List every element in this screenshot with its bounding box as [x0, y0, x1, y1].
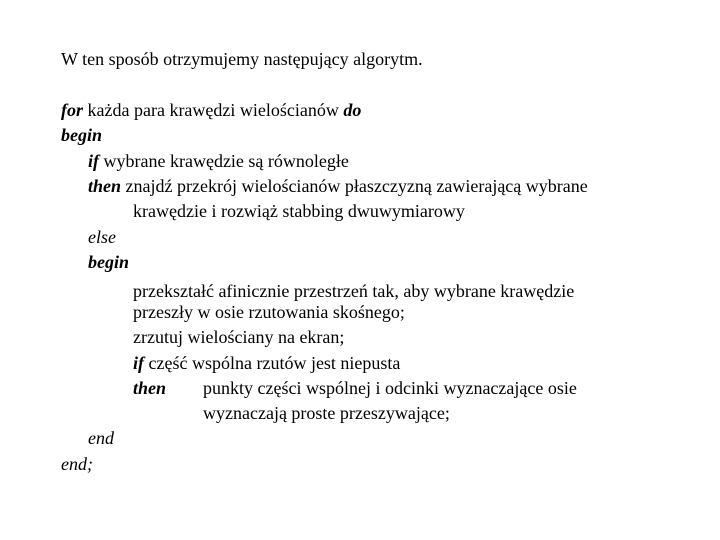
- intro-text: [61, 49, 423, 69]
- transform-step: przekształć afinicznie przestrzeń tak, aby wybrane krawędzie: [133, 281, 575, 301]
- algorithm-project-line: [133, 327, 344, 347]
- keyword-begin-inner: begin: [88, 252, 130, 272]
- algorithm-then-continuation: [133, 201, 465, 221]
- algorithm-begin-line: [61, 125, 102, 145]
- algorithm-begin-inner-line: [88, 252, 129, 272]
- algorithm-end-line: [61, 454, 93, 474]
- algorithm-then-inner-line: [133, 378, 166, 398]
- keyword-if: if: [88, 151, 99, 171]
- intro-sentence: W ten sposób otrzymujemy następujący algorytm.: [61, 49, 423, 69]
- for-condition: każda para krawędzi wielościanów: [83, 100, 344, 120]
- algorithm-then-line: [88, 176, 588, 196]
- then-inner-action-continued: wyznaczają proste przeszywające;: [203, 403, 450, 423]
- project-step: zrzutuj wielościany na ekran;: [133, 327, 345, 347]
- then-action: znajdź przekrój wielościanów płaszczyzną zawierającą wybrane: [121, 176, 588, 196]
- keyword-for: for: [61, 100, 83, 120]
- algorithm-transform-continuation: [133, 302, 405, 322]
- algorithm-then-inner-action: [203, 378, 577, 398]
- algorithm-if-line: [88, 151, 349, 171]
- algorithm-if-inner-line: [133, 353, 400, 373]
- algorithm-then-inner-continuation: [203, 403, 450, 423]
- if-condition: wybrane krawędzie są równoległe: [99, 151, 349, 171]
- algorithm-end-inner-line: [88, 428, 114, 448]
- algorithm-for-line: [61, 100, 361, 120]
- then-inner-action: punkty części wspólnej i odcinki wyznaczające osie: [203, 378, 577, 398]
- keyword-else: else: [88, 227, 116, 247]
- then-action-continued: krawędzie i rozwiąż stabbing dwuwymiarowy: [133, 201, 465, 221]
- algorithm-else-line: [88, 227, 116, 247]
- keyword-if-inner: if: [133, 353, 144, 373]
- keyword-do: do: [343, 100, 362, 120]
- keyword-begin: begin: [61, 125, 103, 145]
- keyword-then-inner: then: [133, 378, 167, 398]
- algorithm-transform-line: [133, 281, 574, 301]
- keyword-end: end;: [61, 454, 93, 474]
- keyword-end-inner: end: [88, 428, 114, 448]
- if-inner-condition: część wspólna rzutów jest niepusta: [144, 353, 401, 373]
- keyword-then: then: [88, 176, 122, 196]
- transform-step-continued: przeszły w osie rzutowania skośnego;: [133, 302, 405, 322]
